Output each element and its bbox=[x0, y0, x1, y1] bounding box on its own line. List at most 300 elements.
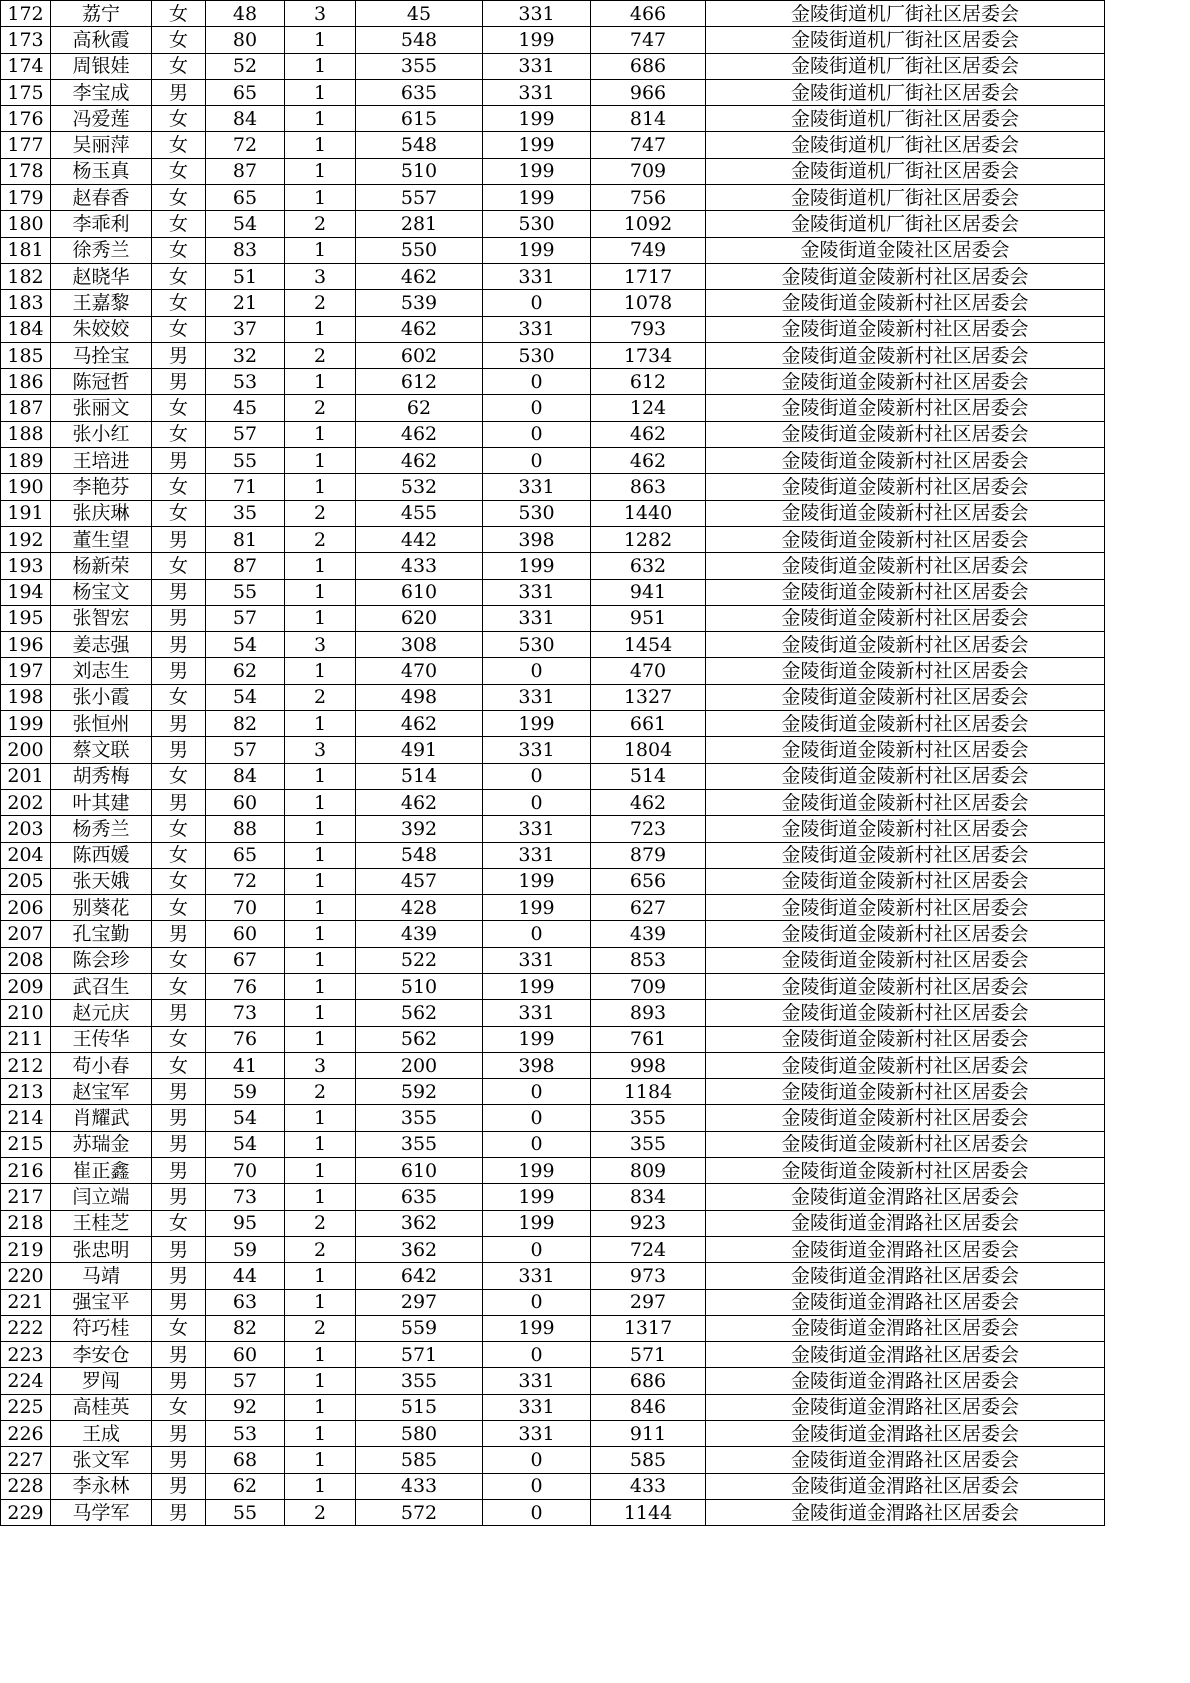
amount-a-cell: 297 bbox=[356, 1289, 483, 1315]
table-row bbox=[1, 1210, 1105, 1236]
amount-a-cell: 308 bbox=[356, 632, 483, 658]
gender-cell: 男 bbox=[152, 1079, 206, 1105]
amount-a-cell: 522 bbox=[356, 947, 483, 973]
amount-b-cell: 0 bbox=[483, 1079, 591, 1105]
community-cell: 金陵街道金陵新村社区居委会 bbox=[706, 816, 1105, 842]
table-row bbox=[1, 553, 1105, 579]
row-number: 174 bbox=[1, 53, 51, 79]
name-cell: 李永林 bbox=[51, 1473, 152, 1499]
gender-cell: 男 bbox=[152, 711, 206, 737]
household-size-cell: 1 bbox=[285, 973, 356, 999]
community-cell: 金陵街道金陵新村社区居委会 bbox=[706, 263, 1105, 289]
gender-cell: 女 bbox=[152, 211, 206, 237]
amount-a-cell: 562 bbox=[356, 1000, 483, 1026]
table-row bbox=[1, 500, 1105, 526]
row-number: 190 bbox=[1, 474, 51, 500]
name-cell: 张丽文 bbox=[51, 395, 152, 421]
community-cell: 金陵街道金陵新村社区居委会 bbox=[706, 1079, 1105, 1105]
name-cell: 杨秀兰 bbox=[51, 816, 152, 842]
community-cell: 金陵街道机厂街社区居委会 bbox=[706, 79, 1105, 105]
amount-a-cell: 281 bbox=[356, 211, 483, 237]
row-number: 202 bbox=[1, 789, 51, 815]
amount-a-cell: 433 bbox=[356, 553, 483, 579]
community-cell: 金陵街道金渭路社区居委会 bbox=[706, 1236, 1105, 1262]
amount-a-cell: 362 bbox=[356, 1236, 483, 1262]
table-row bbox=[1, 1052, 1105, 1078]
table-row bbox=[1, 211, 1105, 237]
amount-b-cell: 331 bbox=[483, 816, 591, 842]
household-size-cell: 2 bbox=[285, 1236, 356, 1262]
name-cell: 陈会珍 bbox=[51, 947, 152, 973]
age-cell: 60 bbox=[206, 921, 285, 947]
amount-b-cell: 331 bbox=[483, 316, 591, 342]
name-cell: 张文军 bbox=[51, 1447, 152, 1473]
amount-a-cell: 200 bbox=[356, 1052, 483, 1078]
total-cell: 514 bbox=[591, 763, 706, 789]
row-number: 180 bbox=[1, 211, 51, 237]
table-row bbox=[1, 1026, 1105, 1052]
row-number: 218 bbox=[1, 1210, 51, 1236]
amount-b-cell: 199 bbox=[483, 27, 591, 53]
total-cell: 571 bbox=[591, 1342, 706, 1368]
table-row bbox=[1, 526, 1105, 552]
age-cell: 57 bbox=[206, 1368, 285, 1394]
row-number: 201 bbox=[1, 763, 51, 789]
household-size-cell: 1 bbox=[285, 1105, 356, 1131]
total-cell: 686 bbox=[591, 1368, 706, 1394]
community-cell: 金陵街道金陵新村社区居委会 bbox=[706, 1052, 1105, 1078]
row-number: 178 bbox=[1, 158, 51, 184]
age-cell: 84 bbox=[206, 763, 285, 789]
table-row bbox=[1, 1131, 1105, 1157]
total-cell: 879 bbox=[591, 842, 706, 868]
age-cell: 44 bbox=[206, 1263, 285, 1289]
gender-cell: 女 bbox=[152, 263, 206, 289]
name-cell: 高秋霞 bbox=[51, 27, 152, 53]
total-cell: 793 bbox=[591, 316, 706, 342]
table-row bbox=[1, 1368, 1105, 1394]
name-cell: 别葵花 bbox=[51, 895, 152, 921]
table-row bbox=[1, 947, 1105, 973]
table-row bbox=[1, 658, 1105, 684]
community-cell: 金陵街道金渭路社区居委会 bbox=[706, 1473, 1105, 1499]
total-cell: 998 bbox=[591, 1052, 706, 1078]
household-size-cell: 2 bbox=[285, 684, 356, 710]
gender-cell: 男 bbox=[152, 1000, 206, 1026]
total-cell: 973 bbox=[591, 1263, 706, 1289]
table-row bbox=[1, 1447, 1105, 1473]
row-number: 216 bbox=[1, 1158, 51, 1184]
amount-b-cell: 199 bbox=[483, 1315, 591, 1341]
household-size-cell: 2 bbox=[285, 211, 356, 237]
age-cell: 62 bbox=[206, 658, 285, 684]
gender-cell: 男 bbox=[152, 1499, 206, 1525]
total-cell: 1317 bbox=[591, 1315, 706, 1341]
name-cell: 赵元庆 bbox=[51, 1000, 152, 1026]
community-cell: 金陵街道金陵新村社区居委会 bbox=[706, 500, 1105, 526]
amount-b-cell: 0 bbox=[483, 1499, 591, 1525]
row-number: 172 bbox=[1, 1, 51, 27]
amount-b-cell: 331 bbox=[483, 1263, 591, 1289]
total-cell: 761 bbox=[591, 1026, 706, 1052]
total-cell: 1092 bbox=[591, 211, 706, 237]
community-cell: 金陵街道金渭路社区居委会 bbox=[706, 1184, 1105, 1210]
row-number: 208 bbox=[1, 947, 51, 973]
amount-b-cell: 331 bbox=[483, 79, 591, 105]
age-cell: 48 bbox=[206, 1, 285, 27]
household-size-cell: 1 bbox=[285, 921, 356, 947]
row-number: 211 bbox=[1, 1026, 51, 1052]
row-number: 214 bbox=[1, 1105, 51, 1131]
total-cell: 1078 bbox=[591, 290, 706, 316]
name-cell: 姜志强 bbox=[51, 632, 152, 658]
name-cell: 强宝平 bbox=[51, 1289, 152, 1315]
name-cell: 符巧桂 bbox=[51, 1315, 152, 1341]
amount-a-cell: 548 bbox=[356, 132, 483, 158]
name-cell: 王嘉黎 bbox=[51, 290, 152, 316]
total-cell: 1282 bbox=[591, 526, 706, 552]
table-row bbox=[1, 1, 1105, 27]
amount-a-cell: 355 bbox=[356, 1368, 483, 1394]
total-cell: 814 bbox=[591, 106, 706, 132]
name-cell: 刘志生 bbox=[51, 658, 152, 684]
gender-cell: 男 bbox=[152, 1447, 206, 1473]
amount-a-cell: 580 bbox=[356, 1421, 483, 1447]
household-size-cell: 1 bbox=[285, 1026, 356, 1052]
amount-b-cell: 0 bbox=[483, 921, 591, 947]
amount-b-cell: 199 bbox=[483, 106, 591, 132]
age-cell: 65 bbox=[206, 185, 285, 211]
total-cell: 724 bbox=[591, 1236, 706, 1262]
age-cell: 57 bbox=[206, 605, 285, 631]
household-size-cell: 1 bbox=[285, 237, 356, 263]
table-row bbox=[1, 684, 1105, 710]
gender-cell: 女 bbox=[152, 421, 206, 447]
household-size-cell: 1 bbox=[285, 605, 356, 631]
total-cell: 1734 bbox=[591, 342, 706, 368]
total-cell: 941 bbox=[591, 579, 706, 605]
amount-a-cell: 635 bbox=[356, 79, 483, 105]
name-cell: 闫立端 bbox=[51, 1184, 152, 1210]
community-cell: 金陵街道金陵新村社区居委会 bbox=[706, 895, 1105, 921]
amount-a-cell: 510 bbox=[356, 158, 483, 184]
gender-cell: 女 bbox=[152, 185, 206, 211]
amount-b-cell: 199 bbox=[483, 1184, 591, 1210]
age-cell: 68 bbox=[206, 1447, 285, 1473]
community-cell: 金陵街道机厂街社区居委会 bbox=[706, 1, 1105, 27]
gender-cell: 女 bbox=[152, 947, 206, 973]
amount-a-cell: 515 bbox=[356, 1394, 483, 1420]
age-cell: 57 bbox=[206, 421, 285, 447]
household-size-cell: 2 bbox=[285, 1499, 356, 1525]
gender-cell: 女 bbox=[152, 868, 206, 894]
amount-a-cell: 355 bbox=[356, 1131, 483, 1157]
household-size-cell: 1 bbox=[285, 1342, 356, 1368]
community-cell: 金陵街道金渭路社区居委会 bbox=[706, 1499, 1105, 1525]
amount-b-cell: 199 bbox=[483, 237, 591, 263]
total-cell: 846 bbox=[591, 1394, 706, 1420]
table-row bbox=[1, 763, 1105, 789]
gender-cell: 女 bbox=[152, 316, 206, 342]
age-cell: 65 bbox=[206, 842, 285, 868]
amount-b-cell: 0 bbox=[483, 1236, 591, 1262]
table-row bbox=[1, 1184, 1105, 1210]
amount-b-cell: 530 bbox=[483, 342, 591, 368]
amount-b-cell: 331 bbox=[483, 1394, 591, 1420]
gender-cell: 女 bbox=[152, 1394, 206, 1420]
household-size-cell: 2 bbox=[285, 342, 356, 368]
gender-cell: 男 bbox=[152, 605, 206, 631]
amount-a-cell: 548 bbox=[356, 842, 483, 868]
community-cell: 金陵街道金渭路社区居委会 bbox=[706, 1394, 1105, 1420]
amount-a-cell: 491 bbox=[356, 737, 483, 763]
total-cell: 661 bbox=[591, 711, 706, 737]
community-cell: 金陵街道金陵社区居委会 bbox=[706, 237, 1105, 263]
amount-a-cell: 392 bbox=[356, 816, 483, 842]
gender-cell: 女 bbox=[152, 395, 206, 421]
amount-a-cell: 559 bbox=[356, 1315, 483, 1341]
amount-a-cell: 462 bbox=[356, 448, 483, 474]
table-row bbox=[1, 448, 1105, 474]
household-size-cell: 1 bbox=[285, 658, 356, 684]
amount-b-cell: 0 bbox=[483, 421, 591, 447]
amount-a-cell: 612 bbox=[356, 369, 483, 395]
row-number: 185 bbox=[1, 342, 51, 368]
name-cell: 荔宁 bbox=[51, 1, 152, 27]
gender-cell: 男 bbox=[152, 737, 206, 763]
household-size-cell: 1 bbox=[285, 553, 356, 579]
age-cell: 54 bbox=[206, 684, 285, 710]
amount-b-cell: 530 bbox=[483, 632, 591, 658]
table-row bbox=[1, 605, 1105, 631]
name-cell: 蔡文联 bbox=[51, 737, 152, 763]
household-size-cell: 1 bbox=[285, 711, 356, 737]
age-cell: 41 bbox=[206, 1052, 285, 1078]
table-row bbox=[1, 1342, 1105, 1368]
row-number: 222 bbox=[1, 1315, 51, 1341]
row-number: 181 bbox=[1, 237, 51, 263]
age-cell: 83 bbox=[206, 237, 285, 263]
total-cell: 709 bbox=[591, 158, 706, 184]
name-cell: 吴丽萍 bbox=[51, 132, 152, 158]
gender-cell: 男 bbox=[152, 1105, 206, 1131]
amount-a-cell: 439 bbox=[356, 921, 483, 947]
gender-cell: 男 bbox=[152, 1473, 206, 1499]
amount-a-cell: 462 bbox=[356, 711, 483, 737]
row-number: 217 bbox=[1, 1184, 51, 1210]
household-size-cell: 1 bbox=[285, 579, 356, 605]
household-size-cell: 1 bbox=[285, 185, 356, 211]
gender-cell: 女 bbox=[152, 158, 206, 184]
household-size-cell: 2 bbox=[285, 395, 356, 421]
total-cell: 632 bbox=[591, 553, 706, 579]
gender-cell: 女 bbox=[152, 27, 206, 53]
table-row bbox=[1, 1263, 1105, 1289]
age-cell: 84 bbox=[206, 106, 285, 132]
total-cell: 809 bbox=[591, 1158, 706, 1184]
gender-cell: 女 bbox=[152, 474, 206, 500]
total-cell: 747 bbox=[591, 27, 706, 53]
gender-cell: 男 bbox=[152, 369, 206, 395]
name-cell: 苟小春 bbox=[51, 1052, 152, 1078]
name-cell: 徐秀兰 bbox=[51, 237, 152, 263]
table-row bbox=[1, 106, 1105, 132]
table-row bbox=[1, 53, 1105, 79]
community-cell: 金陵街道金陵新村社区居委会 bbox=[706, 605, 1105, 631]
age-cell: 73 bbox=[206, 1184, 285, 1210]
total-cell: 355 bbox=[591, 1131, 706, 1157]
age-cell: 45 bbox=[206, 395, 285, 421]
gender-cell: 男 bbox=[152, 1131, 206, 1157]
amount-a-cell: 433 bbox=[356, 1473, 483, 1499]
total-cell: 863 bbox=[591, 474, 706, 500]
community-cell: 金陵街道金陵新村社区居委会 bbox=[706, 1158, 1105, 1184]
name-cell: 张忠明 bbox=[51, 1236, 152, 1262]
table-row bbox=[1, 263, 1105, 289]
age-cell: 54 bbox=[206, 1105, 285, 1131]
row-number: 229 bbox=[1, 1499, 51, 1525]
household-size-cell: 2 bbox=[285, 1315, 356, 1341]
amount-b-cell: 0 bbox=[483, 1473, 591, 1499]
household-size-cell: 3 bbox=[285, 1052, 356, 1078]
amount-a-cell: 355 bbox=[356, 53, 483, 79]
row-number: 212 bbox=[1, 1052, 51, 1078]
amount-a-cell: 592 bbox=[356, 1079, 483, 1105]
total-cell: 124 bbox=[591, 395, 706, 421]
age-cell: 65 bbox=[206, 79, 285, 105]
amount-b-cell: 0 bbox=[483, 1105, 591, 1131]
household-size-cell: 1 bbox=[285, 1421, 356, 1447]
row-number: 199 bbox=[1, 711, 51, 737]
gender-cell: 女 bbox=[152, 973, 206, 999]
community-cell: 金陵街道金陵新村社区居委会 bbox=[706, 947, 1105, 973]
household-size-cell: 1 bbox=[285, 1394, 356, 1420]
total-cell: 462 bbox=[591, 448, 706, 474]
row-number: 209 bbox=[1, 973, 51, 999]
gender-cell: 男 bbox=[152, 789, 206, 815]
gender-cell: 女 bbox=[152, 553, 206, 579]
community-cell: 金陵街道金陵新村社区居委会 bbox=[706, 421, 1105, 447]
table-row bbox=[1, 316, 1105, 342]
row-number: 220 bbox=[1, 1263, 51, 1289]
table-row bbox=[1, 395, 1105, 421]
amount-a-cell: 45 bbox=[356, 1, 483, 27]
amount-b-cell: 199 bbox=[483, 1158, 591, 1184]
community-cell: 金陵街道金渭路社区居委会 bbox=[706, 1421, 1105, 1447]
age-cell: 87 bbox=[206, 553, 285, 579]
age-cell: 72 bbox=[206, 132, 285, 158]
community-cell: 金陵街道金陵新村社区居委会 bbox=[706, 448, 1105, 474]
amount-b-cell: 0 bbox=[483, 1447, 591, 1473]
age-cell: 54 bbox=[206, 632, 285, 658]
gender-cell: 女 bbox=[152, 1026, 206, 1052]
amount-a-cell: 462 bbox=[356, 263, 483, 289]
amount-b-cell: 199 bbox=[483, 973, 591, 999]
name-cell: 陈西媛 bbox=[51, 842, 152, 868]
name-cell: 苏瑞金 bbox=[51, 1131, 152, 1157]
amount-b-cell: 331 bbox=[483, 53, 591, 79]
household-size-cell: 3 bbox=[285, 1, 356, 27]
table-row bbox=[1, 342, 1105, 368]
row-number: 177 bbox=[1, 132, 51, 158]
row-number: 176 bbox=[1, 106, 51, 132]
household-size-cell: 1 bbox=[285, 158, 356, 184]
name-cell: 马学军 bbox=[51, 1499, 152, 1525]
age-cell: 21 bbox=[206, 290, 285, 316]
row-number: 226 bbox=[1, 1421, 51, 1447]
gender-cell: 男 bbox=[152, 921, 206, 947]
community-cell: 金陵街道机厂街社区居委会 bbox=[706, 158, 1105, 184]
household-size-cell: 1 bbox=[285, 421, 356, 447]
table-row bbox=[1, 369, 1105, 395]
amount-a-cell: 610 bbox=[356, 1158, 483, 1184]
community-cell: 金陵街道机厂街社区居委会 bbox=[706, 53, 1105, 79]
name-cell: 杨新荣 bbox=[51, 553, 152, 579]
gender-cell: 女 bbox=[152, 290, 206, 316]
age-cell: 88 bbox=[206, 816, 285, 842]
amount-b-cell: 0 bbox=[483, 395, 591, 421]
age-cell: 80 bbox=[206, 27, 285, 53]
total-cell: 834 bbox=[591, 1184, 706, 1210]
age-cell: 71 bbox=[206, 474, 285, 500]
table-row bbox=[1, 1289, 1105, 1315]
community-cell: 金陵街道机厂街社区居委会 bbox=[706, 185, 1105, 211]
table-row bbox=[1, 1473, 1105, 1499]
gender-cell: 女 bbox=[152, 895, 206, 921]
household-size-cell: 1 bbox=[285, 448, 356, 474]
amount-b-cell: 199 bbox=[483, 711, 591, 737]
name-cell: 张智宏 bbox=[51, 605, 152, 631]
name-cell: 周银娃 bbox=[51, 53, 152, 79]
amount-a-cell: 457 bbox=[356, 868, 483, 894]
table-row bbox=[1, 237, 1105, 263]
total-cell: 951 bbox=[591, 605, 706, 631]
household-size-cell: 3 bbox=[285, 632, 356, 658]
household-size-cell: 1 bbox=[285, 79, 356, 105]
gender-cell: 男 bbox=[152, 1342, 206, 1368]
name-cell: 高桂英 bbox=[51, 1394, 152, 1420]
age-cell: 32 bbox=[206, 342, 285, 368]
household-size-cell: 1 bbox=[285, 763, 356, 789]
community-cell: 金陵街道机厂街社区居委会 bbox=[706, 211, 1105, 237]
community-cell: 金陵街道金陵新村社区居委会 bbox=[706, 711, 1105, 737]
name-cell: 赵晓华 bbox=[51, 263, 152, 289]
age-cell: 95 bbox=[206, 1210, 285, 1236]
amount-b-cell: 331 bbox=[483, 842, 591, 868]
table-row bbox=[1, 711, 1105, 737]
amount-b-cell: 0 bbox=[483, 1131, 591, 1157]
row-number: 203 bbox=[1, 816, 51, 842]
gender-cell: 男 bbox=[152, 448, 206, 474]
total-cell: 893 bbox=[591, 1000, 706, 1026]
age-cell: 54 bbox=[206, 211, 285, 237]
gender-cell: 女 bbox=[152, 763, 206, 789]
amount-b-cell: 199 bbox=[483, 158, 591, 184]
amount-a-cell: 498 bbox=[356, 684, 483, 710]
community-cell: 金陵街道金陵新村社区居委会 bbox=[706, 1000, 1105, 1026]
amount-b-cell: 331 bbox=[483, 263, 591, 289]
household-size-cell: 1 bbox=[285, 1289, 356, 1315]
household-size-cell: 1 bbox=[285, 1131, 356, 1157]
amount-b-cell: 199 bbox=[483, 1026, 591, 1052]
community-cell: 金陵街道金陵新村社区居委会 bbox=[706, 342, 1105, 368]
household-size-cell: 2 bbox=[285, 290, 356, 316]
gender-cell: 女 bbox=[152, 816, 206, 842]
community-cell: 金陵街道金陵新村社区居委会 bbox=[706, 684, 1105, 710]
amount-a-cell: 462 bbox=[356, 789, 483, 815]
total-cell: 627 bbox=[591, 895, 706, 921]
age-cell: 63 bbox=[206, 1289, 285, 1315]
